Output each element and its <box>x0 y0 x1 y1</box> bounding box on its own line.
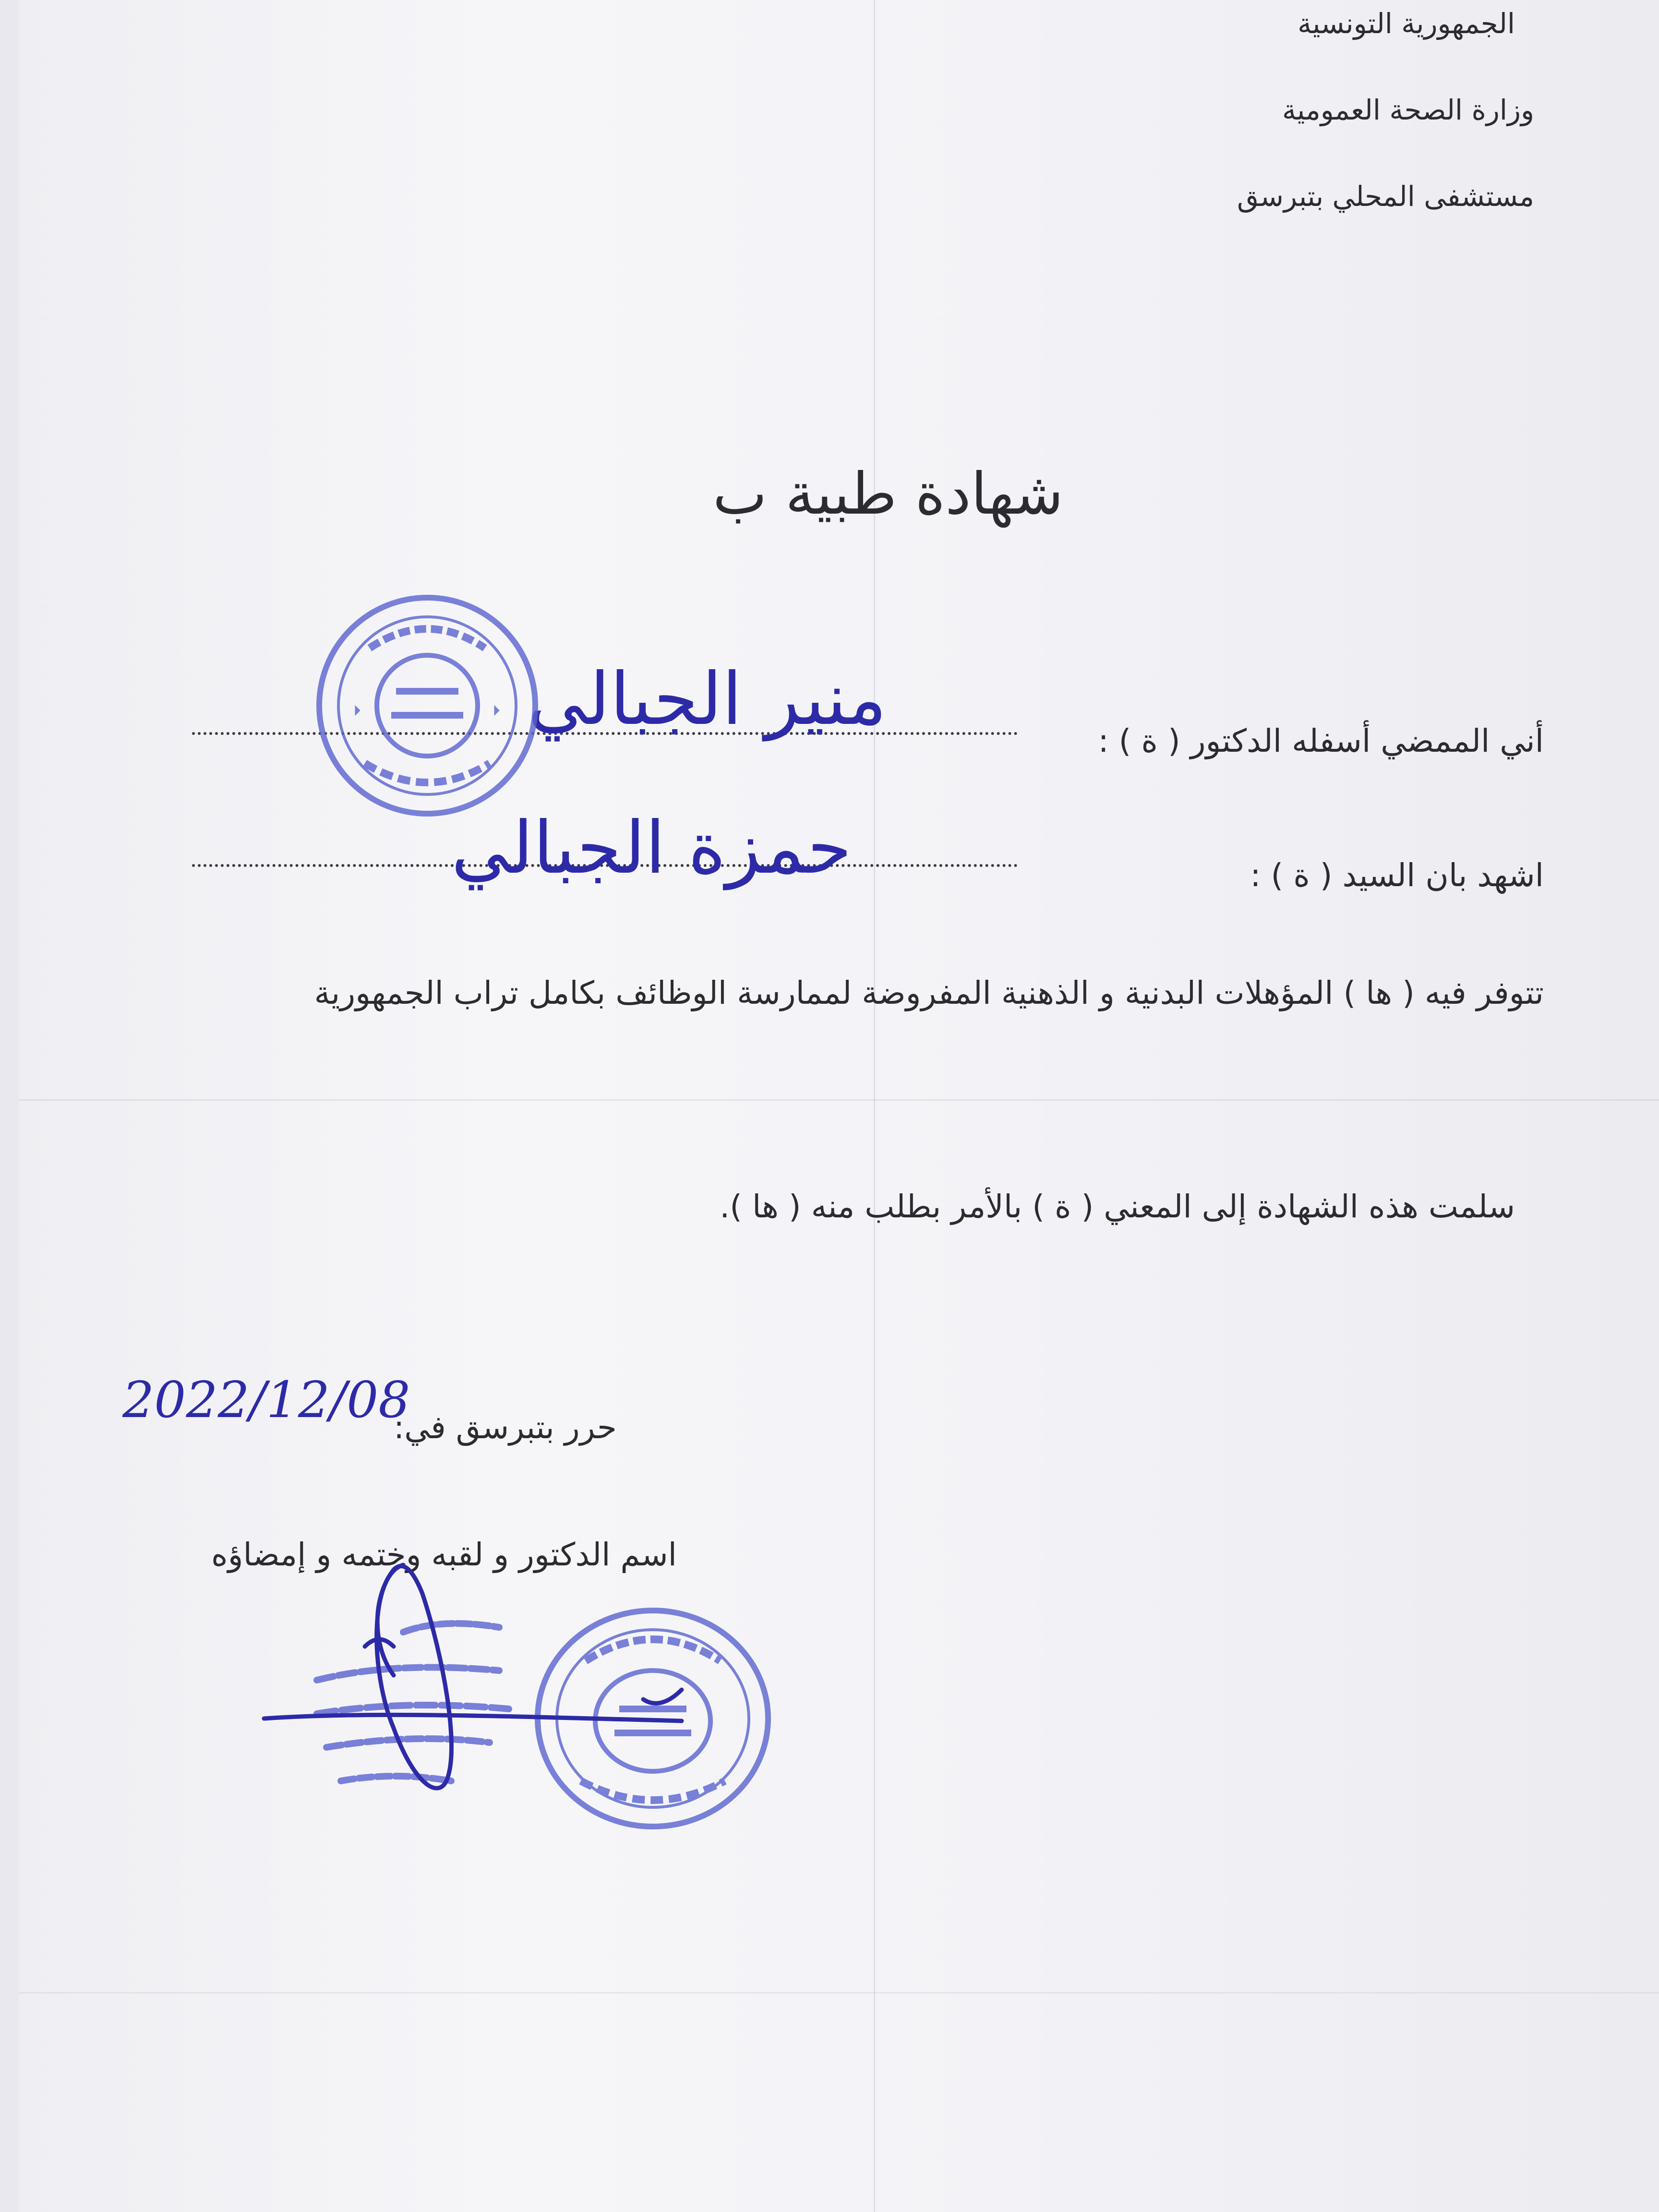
fold-crease-horizontal <box>19 1099 1659 1101</box>
doctor-label: أني الممضي أسفله الدكتور ( ة ) : <box>1098 722 1544 759</box>
written-at-label: حرر بتبرسق في: <box>394 1409 617 1446</box>
hospital-stamp-round <box>312 590 542 821</box>
delivered-text: سلمت هذه الشهادة إلى المعني ( ة ) بالأمر بطلب منه ( ها ). <box>720 1188 1515 1225</box>
signature-label: اسم الدكتور و لقبه وختمه و إمضاؤه <box>211 1536 677 1573</box>
certificate-sheet <box>19 0 1659 2212</box>
certify-label: اشهد بان السيد ( ة ) : <box>1250 857 1544 894</box>
header-republic: الجمهورية التونسية <box>1298 7 1515 40</box>
fold-crease-vertical <box>874 0 875 2212</box>
header-ministry: وزارة الصحة العمومية <box>1282 94 1534 126</box>
written-date-handwritten: 2022/12/08 <box>122 1370 410 1429</box>
header-hospital: مستشفى المحلي بتبرسق <box>1237 180 1534 213</box>
doctor-signature <box>250 1555 754 1824</box>
doctor-name-handwritten: منير الجبالي <box>528 658 887 741</box>
certificate-title: شهادة طبية ب <box>712 461 1064 528</box>
patient-name-handwritten: حمزة الجبالي <box>451 806 852 890</box>
qualifications-text: تتوفر فيه ( ها ) المؤهلات البدنية و الذهنية المفروضة لممارسة الوظائف بكامل تراب الجمهورية <box>314 974 1544 1011</box>
fold-crease-horizontal-lower <box>19 1992 1659 1994</box>
